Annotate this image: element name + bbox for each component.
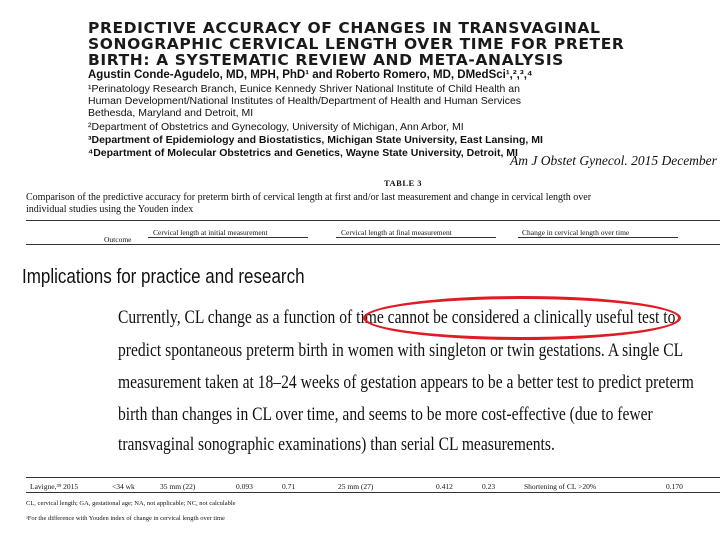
header-rule-final bbox=[336, 237, 496, 238]
table-label: TABLE 3 bbox=[384, 178, 423, 188]
header-initial: Cervical length at initial measurement bbox=[153, 228, 268, 237]
cell-initial-v1: 0.093 bbox=[236, 482, 253, 491]
affiliation-4: ⁴Department of Molecular Obstetrics and Genetics, Wayne State University, Detroit, MI bbox=[88, 147, 518, 159]
journal-citation: Am J Obstet Gynecol. 2015 December bbox=[510, 153, 717, 168]
table-caption-line-1: Comparison of the predictive accuracy for preterm birth of cervical length at first and/or last measurement and change in cervical length over bbox=[26, 192, 592, 203]
header-change: Change in cervical length over time bbox=[522, 228, 630, 237]
cell-final-cutoff: 25 mm (27) bbox=[338, 482, 374, 491]
cell-final-v1: 0.412 bbox=[436, 482, 453, 491]
cell-outcome: <34 wk bbox=[112, 482, 135, 491]
implications-line-2: predict spontaneous preterm birth in women with singleton or twin gestations. A single CL bbox=[118, 340, 684, 361]
table-caption-line-2: individual studies using the Youden index bbox=[26, 204, 194, 215]
cell-initial-v2: 0.71 bbox=[282, 482, 296, 491]
implications-line-5: transvaginal sonographic examinations) than serial CL measurements. bbox=[118, 434, 555, 455]
implications-heading: Implications for practice and research bbox=[22, 266, 305, 288]
cell-study: Lavigne,³⁹ 2015 bbox=[30, 482, 79, 491]
row-bottom-rule bbox=[26, 492, 720, 493]
implications-line-3: measurement taken at 18–24 weeks of gestation appears to be a better test to predict preterm bbox=[118, 372, 694, 393]
paper-title-line-3: BIRTH: A SYSTEMATIC REVIEW AND META-ANALYSIS bbox=[88, 51, 564, 69]
implications-line-1: Currently, CL change as a function of time cannot be considered a clinically useful test to bbox=[118, 307, 676, 328]
paper-title-line-2: SONOGRAPHIC CERVICAL LENGTH OVER TIME FOR PRETER bbox=[88, 35, 625, 53]
header-rule-initial bbox=[148, 237, 308, 238]
affiliation-1: ¹Perinatology Research Branch, Eunice Kennedy Shriver National Institute of Child Health an bbox=[88, 83, 520, 95]
implications-line-4: birth than changes in CL over time, and seems to be more cost-effective (due to fewer bbox=[118, 404, 653, 425]
cell-final-v2: 0.23 bbox=[482, 482, 496, 491]
paper-authors: Agustin Conde-Agudelo, MD, MPH, PhD¹ and Roberto Romero, MD, DMedSci¹,²,³,⁴ bbox=[88, 69, 533, 81]
cell-change-cutoff: Shortening of CL >20% bbox=[524, 482, 597, 491]
row-top-rule bbox=[26, 477, 720, 478]
table-footnote-2: ᵃFor the difference with Youden index of change in cervical length over time bbox=[26, 515, 225, 522]
affiliation-1b: Human Development/National Institutes of Health/Department of Health and Human Services bbox=[88, 95, 522, 107]
header-rule-change bbox=[518, 237, 678, 238]
affiliation-2: ²Department of Obstetrics and Gynecology, University of Michigan, Ann Arbor, MI bbox=[88, 121, 464, 133]
cell-initial-cutoff: 35 mm (22) bbox=[160, 482, 196, 491]
highlight-ellipse bbox=[363, 296, 681, 340]
table-top-rule bbox=[26, 220, 720, 221]
header-outcome: Outcome bbox=[104, 235, 132, 244]
table-footnote-1: CL, cervical length; GA, gestational age; NA, not applicable; NC, not calculable bbox=[26, 500, 236, 507]
cell-change-value: 0.170 bbox=[666, 482, 683, 491]
affiliation-1c: Bethesda, Maryland and Detroit, MI bbox=[88, 107, 254, 119]
header-bottom-rule bbox=[26, 244, 720, 245]
affiliation-3: ³Department of Epidemiology and Biostatistics, Michigan State University, East Lansing, MI bbox=[88, 134, 543, 146]
paper-title-line-1: PREDICTIVE ACCURACY OF CHANGES IN TRANSVAGINAL bbox=[88, 19, 601, 37]
header-final: Cervical length at final measurement bbox=[341, 228, 452, 237]
